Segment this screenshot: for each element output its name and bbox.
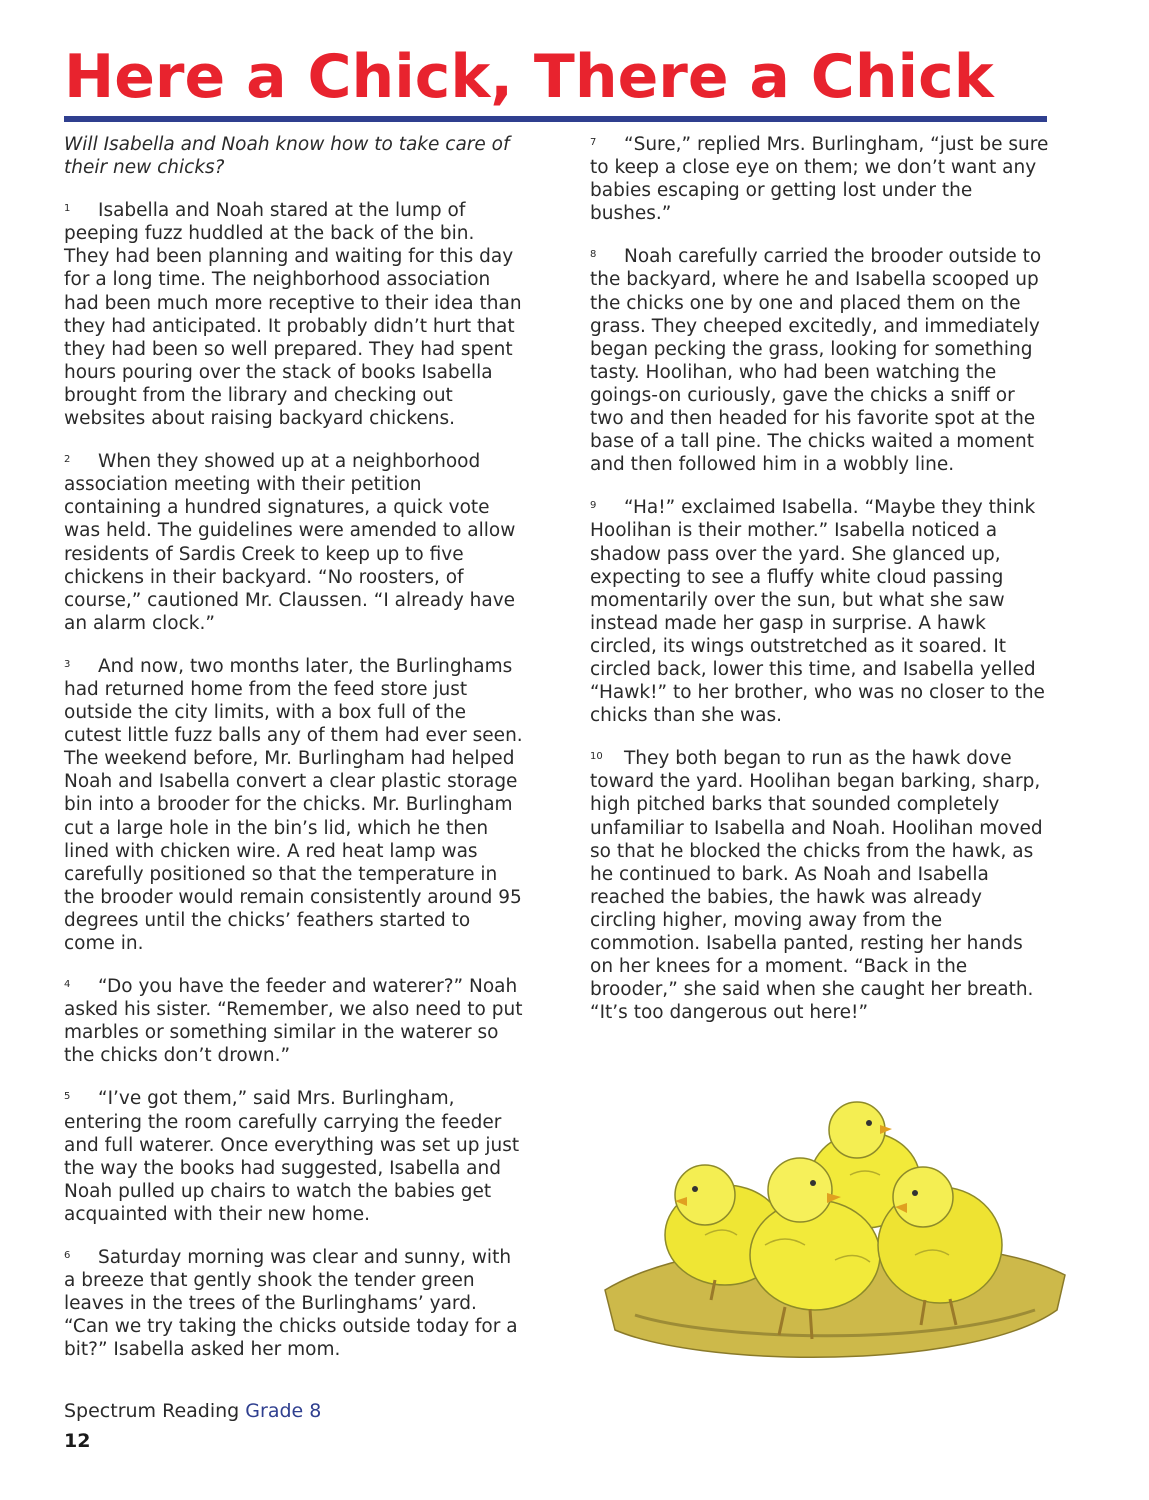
series-name: Spectrum Reading: [64, 1400, 240, 1422]
paragraph-text: Noah carefully carried the brooder outside to the backyard, where he and Isabella scooped up the chicks one by one and placed them on the grass. They cheeped excitedly, and immediately began pecking the grass, looking for something tasty. Hoolihan, who had been watching the goings-on curiously, gave the chicks a sniff or two and then headed for his favorite spot at the base of a tall pine. The chicks waited a moment and then followed him in a wobbly line.: [590, 246, 1042, 476]
chick-eye: [692, 1186, 698, 1192]
paragraph-text: “Sure,” replied Mrs. Burlingham, “just be sure to keep a close eye on them; we don’t want any babies escaping or getting lost under the bushes.”: [590, 134, 1049, 225]
paragraph-number: 7: [590, 137, 597, 148]
chick-head: [829, 1102, 885, 1158]
chick-beak: [880, 1125, 892, 1134]
paragraph-text: “Ha!” exclaimed Isabella. “Maybe they think Hoolihan is their mother.” Isabella noticed a shadow pass over the yard. She glanced up, expecting to see a fluffy white cloud passing momentarily over the sun, but what she saw instead made her gasp in surprise. A hawk circled, its wings outstretched as it soared. It circled back, lower this time, and Isabella yelled “Hawk!” to her brother, who was no closer to the chicks than she was.: [590, 497, 1045, 727]
intro-question: Will Isabella and Noah know how to take care of their new chicks?: [64, 134, 510, 179]
paragraph-6: [64, 1246, 524, 1361]
paragraph-number: 4: [64, 979, 71, 991]
chick-head: [675, 1165, 735, 1225]
paragraph-text: Isabella and Noah stared at the lump of peeping fuzz huddled at the back of the bin. They had been planning and waiting for this day for a long time. The neighborhood association had been much more receptive to their idea than they had anticipated. It probably didn’t hurt that they had been so well prepared. They had spent hours pouring over the stack of books Isabella brought from the library and checking out websites about raising backyard chickens.: [64, 200, 522, 430]
footer-series: [64, 1400, 321, 1422]
chick-eye: [912, 1190, 918, 1196]
chick-head: [893, 1167, 953, 1227]
page-number: 12: [64, 1430, 91, 1452]
paragraph-number: 5: [64, 1091, 71, 1103]
paragraph-10: [590, 747, 1050, 1024]
paragraph-text: “Do you have the feeder and waterer?” Noah asked his sister. “Remember, we also need to put marbles or something similar in the waterer so the chicks don’t drown.”: [64, 976, 523, 1067]
paragraph-number: 10: [590, 751, 603, 763]
paragraph-number: 8: [590, 249, 597, 261]
chick-eye: [810, 1180, 816, 1186]
paragraph-number: 9: [590, 500, 597, 512]
paragraph-8: [590, 245, 1050, 476]
paragraph-number: 6: [64, 1250, 71, 1262]
left-column: [64, 133, 524, 1382]
chick-head: [768, 1158, 832, 1222]
paragraph-9: [590, 496, 1050, 727]
paragraph-text: When they showed up at a neighborhood association meeting with their petition containing a hundred signatures, a quick vote was held. The guidelines were amended to allow residents of Sardis Creek to keep up to five chickens in their backyard. “No roosters, of course,” cautioned Mr. Claussen. “I already have an alarm clock.”: [64, 451, 516, 634]
page-title: Here a Chick, There a Chick: [64, 42, 994, 112]
chicks-illustration: [595, 1085, 1075, 1370]
paragraph-5: [64, 1087, 524, 1226]
paragraph-1: [64, 199, 524, 430]
title-rule: [64, 116, 1047, 122]
paragraph-4: [64, 975, 524, 1067]
paragraph-text: And now, two months later, the Burlinghams had returned home from the feed store just outside the city limits, with a box full of the cutest little fuzz balls any of them had ever seen. The weekend before, Mr. Burlingham had helped Noah and Isabella convert a clear plastic storage bin into a brooder for the chicks. Mr. Burlingham cut a large hole in the bin’s lid, which he then lined with chicken wire. A red heat lamp was carefully positioned so that the temperature in the brooder would remain consistently around 95 degrees until the chicks’ feathers started to come in.: [64, 655, 523, 954]
paragraph-number: 3: [64, 658, 71, 670]
paragraph-7: [590, 133, 1050, 225]
paragraph-number: 2: [64, 454, 71, 466]
paragraph-text: “I’ve got them,” said Mrs. Burlingham, entering the room carefully carrying the feeder and full waterer. Once everything was set up just the way the books had suggested, Isabella and Noah pulled up chairs to watch the babies get acquainted with their new home.: [64, 1088, 520, 1225]
paragraph-number: 1: [64, 203, 71, 215]
right-column: [590, 133, 1050, 1044]
grade-label: Grade 8: [245, 1400, 322, 1422]
paragraph-2: [64, 450, 524, 635]
paragraph-text: Saturday morning was clear and sunny, with a breeze that gently shook the tender green leaves in the trees of the Burlinghams’ yard. “Can we try taking the chicks outside today for a bit?” Isabella asked her mom.: [64, 1247, 518, 1361]
chick-eye: [866, 1120, 872, 1126]
paragraph-text: They both began to run as the hawk dove toward the yard. Hoolihan began barking, sharp, high pitched barks that sounded completely unfamiliar to Isabella and Noah. Hoolihan moved so that he blocked the chicks from the hawk, as he continued to bark. As Noah and Isabella reached the babies, the hawk was already circling higher, moving away from the commotion. Isabella panted, resting her hands on her knees for a moment. “Back in the brooder,” she said when she caught her breath. “It’s too dangerous out here!”: [590, 748, 1043, 1024]
paragraph-3: [64, 655, 524, 955]
